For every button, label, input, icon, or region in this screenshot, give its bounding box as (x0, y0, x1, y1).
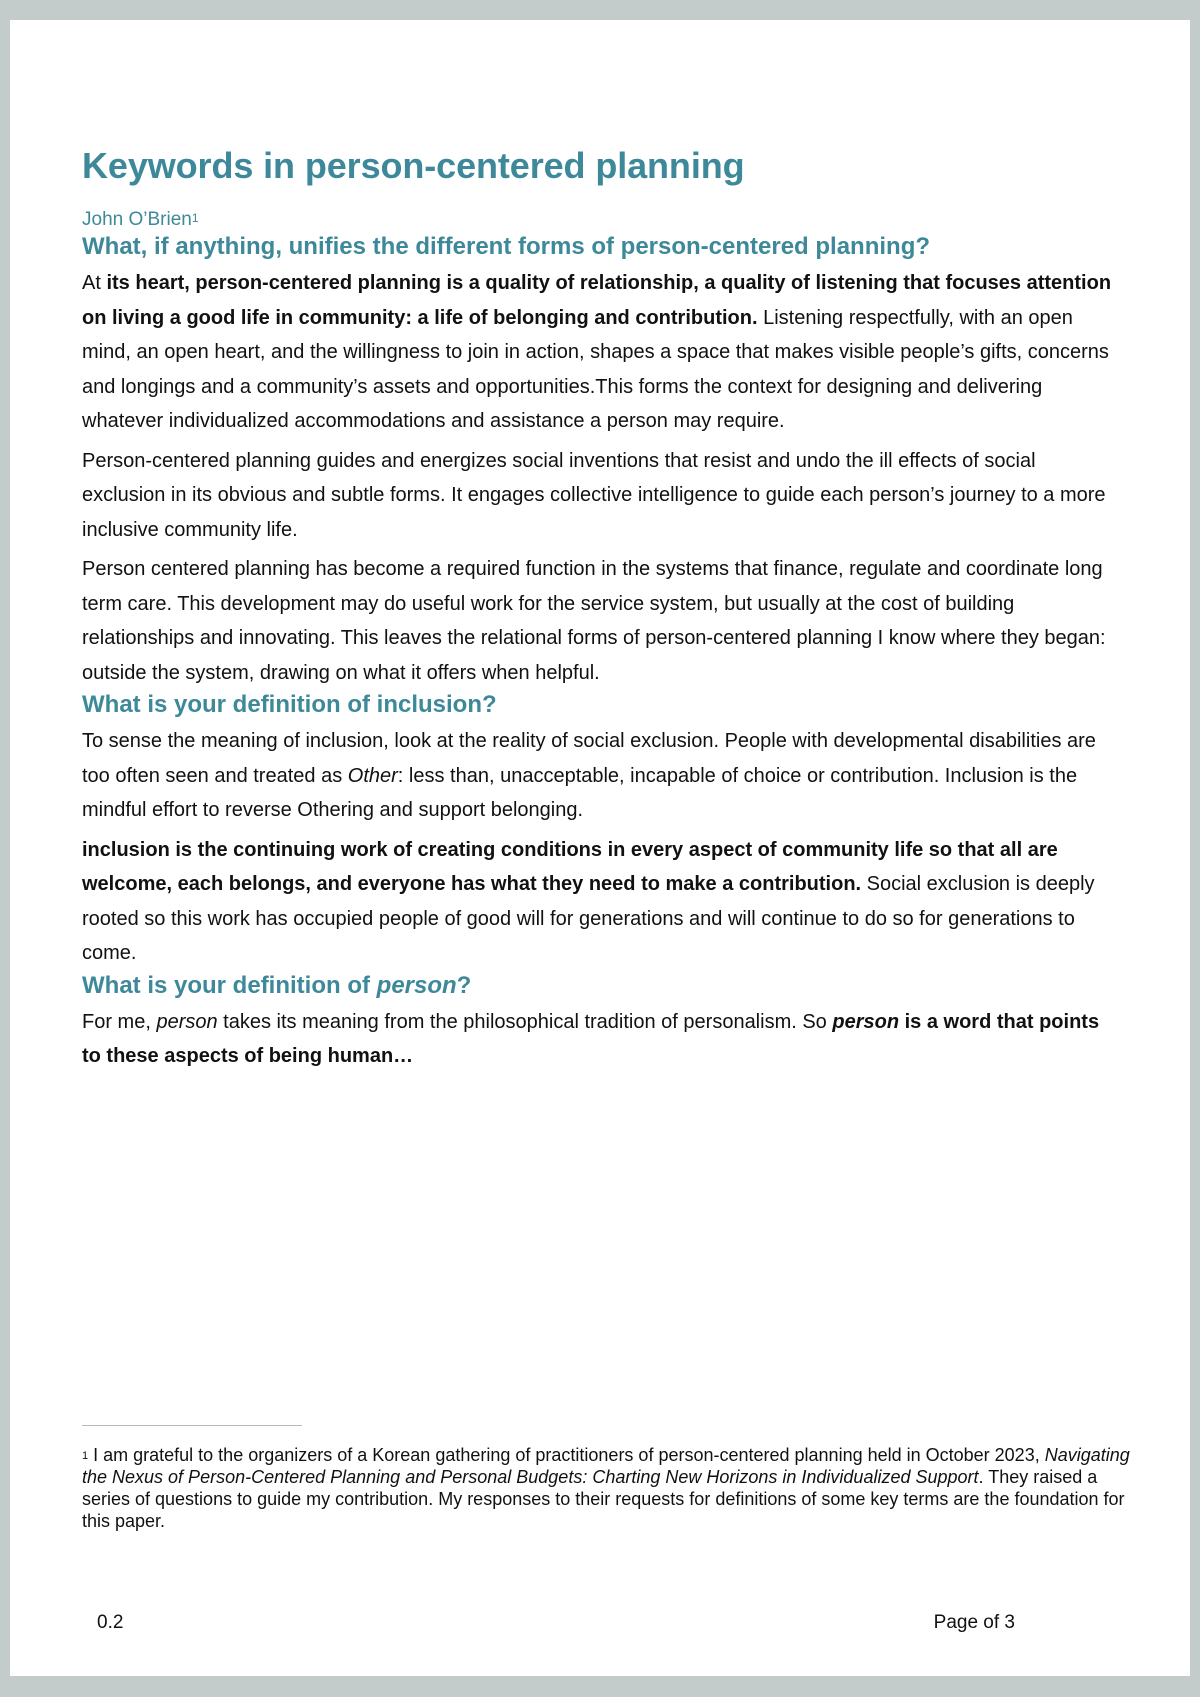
text-run: : less than, unacceptable, incapable of choice or contribution. Inclusion is the mindful effort to reverse Othering and support belonging. (82, 764, 1078, 821)
text-run: takes its meaning from the philosophical tradition of personalism. So (217, 1010, 833, 1033)
section-heading-inclusion: What is your definition of inclusion? (82, 691, 497, 718)
paragraph (82, 266, 1122, 439)
bold-text-run: its heart, person-centered planning is a quality of relationship, a quality of listening that focuses attention on living a good life in community: a life of belonging and contribution. (82, 272, 1112, 329)
author-line (82, 208, 1122, 232)
text-run: Person centered planning has become a required function in the systems that finance, regulate and coordinate long term care. This development may do useful work for the service system, but usually at the cost of building relationships and innovating. This leaves the relational forms of person-centered planning I know where they began: outside the system, drawing on what it offers when helpful. (82, 558, 1106, 684)
text-run: Social exclusion is deeply rooted so this work has occupied people of good will for generations and will continue to do so for generations to come. (82, 873, 1095, 964)
footnote (82, 1444, 1132, 1532)
footnote-ref[interactable]: 1 (191, 211, 199, 225)
page-content (82, 144, 1122, 1074)
text-run: For me, (82, 1010, 157, 1033)
document-page (10, 20, 1190, 1676)
heading-text: ? (456, 971, 472, 999)
heading-text: What is your definition of (82, 971, 377, 999)
paragraph (82, 724, 1122, 828)
text-run: To sense the meaning of inclusion, look at the reality of social exclusion. People with developmental disabilities are too often seen and treated as (82, 730, 1096, 787)
bold-text-run: inclusion is the continuing work of creating conditions in every aspect of community life so that all are welcome, each belongs, and everyone has what they need to make a contribution. (82, 838, 1058, 895)
text-run: I am grateful to the organizers of a Korean gathering of practitioners of person-centered planning held in October 2023, (88, 1445, 1045, 1465)
section-heading-unifies: What, if anything, unifies the different forms of person-centered planning? (82, 233, 931, 260)
paragraph (82, 1005, 1122, 1074)
footnote-marker: 1 (82, 1450, 89, 1462)
italic-text-run: person (156, 1010, 218, 1033)
bold-text-run: is a word that points to these aspects of being human… (82, 1010, 1100, 1067)
paragraph (82, 552, 1122, 690)
text-run: . They raised a series of questions to guide my contribution. My responses to their requests for definitions of some key terms are the foundation for this paper. (82, 1467, 1125, 1531)
page-number-label: Page of 3 (933, 1612, 1015, 1633)
author-name: John O’Brien (82, 209, 192, 230)
bold-italic-text-run: person (832, 1010, 900, 1033)
version-label: 0.2 (97, 1612, 124, 1633)
heading-italic-text: person (376, 971, 457, 999)
text-run: Person-centered planning guides and energizes social inventions that resist and undo the ill effects of social exclusion in its obvious and subtle forms. It engages collective intelligence to guide each person’s journey to a more inclusive community life. (82, 449, 1106, 541)
italic-text-run: Navigating the Nexus of Person-Centered Planning and Personal Budgets: Charting New Horizons in Individualized Support (82, 1445, 1130, 1487)
section-heading-person (82, 971, 1122, 1001)
text-run: At (82, 272, 107, 294)
document-title: Keywords in person-centered planning (82, 145, 745, 186)
text-run: Listening respectfully, with an open mind, an open heart, and the willingness to join in action, shapes a space that makes visible people’s gifts, concerns and longings and a community’s assets and opportunities.This forms the context for designing and delivering whatever individualized accommodations and assistance a person may require. (82, 306, 1109, 432)
footnote-divider (82, 1425, 302, 1426)
italic-text-run: Other (347, 764, 398, 787)
paragraph (82, 833, 1122, 971)
paragraph (82, 444, 1122, 548)
